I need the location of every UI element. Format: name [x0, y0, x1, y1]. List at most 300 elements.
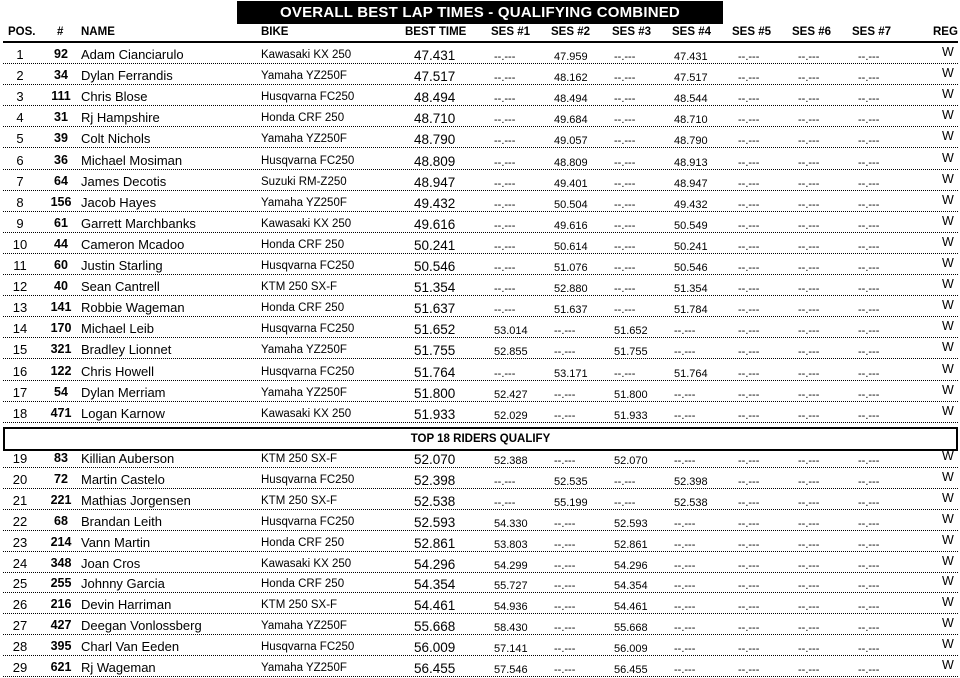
table-row — [0, 276, 960, 297]
ses5-cell: --.--- — [738, 240, 760, 253]
ses7-cell: --.--- — [858, 580, 880, 593]
ses6-cell: --.--- — [798, 114, 820, 127]
pos-cell: 10 — [12, 236, 28, 252]
ses5-cell: --.--- — [738, 325, 760, 338]
ses1-cell: --.--- — [494, 283, 516, 296]
reg-cell: W — [942, 490, 954, 505]
ses4-cell: 50.549 — [674, 219, 708, 232]
table-row — [0, 171, 960, 192]
best-time-cell: 55.668 — [414, 619, 456, 635]
reg-cell: W — [942, 511, 954, 526]
pos-cell: 25 — [12, 576, 28, 592]
ses3-cell: 51.800 — [614, 388, 648, 401]
ses6-cell: --.--- — [798, 51, 820, 63]
ses4-cell: --.--- — [674, 601, 696, 614]
ses4-cell: --.--- — [674, 580, 696, 593]
ses3-cell: 54.354 — [614, 580, 648, 593]
table-row — [0, 297, 960, 318]
ses6-cell: --.--- — [798, 664, 820, 676]
ses6-cell: --.--- — [798, 135, 820, 148]
ses5-cell: --.--- — [738, 51, 760, 63]
ses7-cell: --.--- — [858, 219, 880, 232]
ses2-cell: --.--- — [554, 409, 576, 422]
ses2-cell: --.--- — [554, 580, 576, 593]
best-time-cell: 56.009 — [414, 640, 456, 656]
table-header — [0, 26, 960, 42]
ses1-cell: 57.546 — [494, 664, 528, 676]
ses5-cell: --.--- — [738, 388, 760, 401]
pos-cell: 20 — [12, 471, 28, 487]
name-cell: Michael Leib — [81, 321, 154, 337]
name-cell: Rj Wageman — [81, 660, 156, 675]
ses3-cell: --.--- — [614, 93, 636, 106]
table-row — [0, 65, 960, 86]
pos-cell: 26 — [12, 597, 28, 613]
ses5-cell: --.--- — [738, 496, 760, 509]
number-cell: 64 — [54, 173, 68, 188]
ses1-cell: --.--- — [494, 51, 516, 63]
ses1-cell: 52.388 — [494, 455, 528, 467]
ses7-cell: --.--- — [858, 388, 880, 401]
table-row — [0, 361, 960, 382]
ses4-cell: --.--- — [674, 622, 696, 635]
bike-cell: Husqvarna FC250 — [261, 91, 355, 104]
col-header-ses7: SES #7 — [852, 26, 891, 38]
ses5-cell: --.--- — [738, 580, 760, 593]
ses3-cell: --.--- — [614, 135, 636, 148]
ses6-cell: --.--- — [798, 93, 820, 106]
ses7-cell: --.--- — [858, 559, 880, 572]
best-time-cell: 51.933 — [414, 406, 456, 422]
ses2-cell: --.--- — [554, 643, 576, 656]
ses1-cell: --.--- — [494, 72, 516, 85]
ses3-cell: --.--- — [614, 114, 636, 127]
ses6-cell: --.--- — [798, 304, 820, 317]
number-cell: 39 — [54, 131, 68, 146]
ses2-cell: 50.614 — [554, 240, 588, 253]
ses1-cell: --.--- — [494, 240, 516, 253]
pos-cell: 6 — [16, 152, 24, 168]
ses3-cell: --.--- — [614, 51, 636, 63]
pos-cell: 15 — [12, 342, 28, 358]
ses6-cell: --.--- — [798, 517, 820, 530]
ses6-cell: --.--- — [798, 601, 820, 614]
ses4-cell: --.--- — [674, 643, 696, 656]
name-cell: Killian Auberson — [81, 451, 175, 466]
ses5-cell: --.--- — [738, 622, 760, 635]
col-header-name: NAME — [81, 26, 115, 38]
ses1-cell: 53.014 — [494, 325, 528, 338]
best-time-cell: 52.398 — [414, 472, 456, 488]
pos-cell: 21 — [12, 492, 28, 508]
best-time-cell: 51.800 — [414, 385, 456, 401]
best-time-cell: 54.296 — [414, 556, 456, 572]
bike-cell: Yamaha YZ250F — [261, 344, 347, 357]
bike-cell: Kawasaki KX 250 — [261, 217, 352, 230]
row-divider — [3, 147, 958, 148]
ses2-cell: --.--- — [554, 388, 576, 401]
col-header-ses4: SES #4 — [672, 26, 711, 38]
ses7-cell: --.--- — [858, 177, 880, 190]
name-cell: Dylan Merriam — [81, 384, 166, 400]
bike-cell: Kawasaki KX 250 — [261, 407, 352, 420]
name-cell: Logan Karnow — [81, 405, 165, 421]
reg-cell: W — [942, 256, 954, 270]
ses5-cell: --.--- — [738, 409, 760, 422]
best-time-cell: 48.790 — [414, 132, 456, 148]
reg-cell: W — [942, 637, 954, 652]
pos-cell: 3 — [16, 89, 24, 105]
bike-cell: Yamaha YZ250F — [261, 133, 347, 146]
reg-cell: W — [942, 45, 954, 59]
ses7-cell: --.--- — [858, 346, 880, 359]
ses4-cell: --.--- — [674, 664, 696, 676]
ses7-cell: --.--- — [858, 325, 880, 338]
ses2-cell: 52.535 — [554, 475, 588, 488]
pos-cell: 7 — [16, 173, 24, 189]
ses7-cell: --.--- — [858, 240, 880, 253]
ses4-cell: --.--- — [674, 559, 696, 572]
name-cell: Robbie Wageman — [81, 300, 185, 316]
number-cell: 34 — [54, 68, 68, 83]
pos-cell: 18 — [12, 405, 28, 421]
ses2-cell: --.--- — [554, 325, 576, 338]
table-row — [0, 382, 960, 403]
ses7-cell: --.--- — [858, 496, 880, 509]
table-row — [0, 573, 960, 594]
ses4-cell: 52.398 — [674, 475, 708, 488]
name-cell: Chris Howell — [81, 363, 154, 379]
bike-cell: Kawasaki KX 250 — [261, 49, 352, 61]
ses2-cell: 49.684 — [554, 114, 588, 127]
ses1-cell: 54.936 — [494, 601, 528, 614]
table-row — [0, 403, 960, 424]
reg-cell: W — [942, 150, 954, 165]
ses7-cell: --.--- — [858, 198, 880, 211]
table-row — [0, 128, 960, 149]
name-cell: Rj Hampshire — [81, 110, 160, 126]
ses5-cell: --.--- — [738, 135, 760, 148]
bike-cell: Honda CRF 250 — [261, 302, 345, 315]
ses7-cell: --.--- — [858, 538, 880, 551]
number-cell: 83 — [54, 451, 68, 465]
ses3-cell: 56.455 — [614, 664, 648, 676]
ses6-cell: --.--- — [798, 198, 820, 211]
col-header-reg: REG — [933, 26, 958, 38]
ses2-cell: --.--- — [554, 664, 576, 676]
name-cell: Brandan Leith — [81, 513, 162, 529]
row-divider — [3, 253, 958, 254]
number-cell: 68 — [54, 513, 68, 528]
name-cell: Garrett Marchbanks — [81, 215, 196, 231]
number-cell: 156 — [50, 194, 72, 209]
col-header-best-time: BEST TIME — [405, 26, 467, 38]
col-header-ses6: SES #6 — [792, 26, 831, 38]
row-divider — [3, 592, 958, 593]
best-time-cell: 47.517 — [414, 69, 456, 85]
ses3-cell: 56.009 — [614, 643, 648, 656]
reg-cell: W — [942, 574, 954, 589]
bike-cell: Husqvarna FC250 — [261, 154, 355, 167]
ses2-cell: 51.076 — [554, 262, 588, 274]
best-time-cell: 50.546 — [414, 259, 456, 274]
ses6-cell: --.--- — [798, 240, 820, 253]
bike-cell: Honda CRF 250 — [261, 578, 345, 591]
ses4-cell: 51.784 — [674, 304, 708, 317]
col-header-bike: BIKE — [261, 26, 289, 38]
row-divider — [3, 84, 958, 85]
pos-cell: 27 — [12, 618, 28, 634]
pos-cell: 9 — [16, 215, 24, 231]
best-time-cell: 48.809 — [414, 153, 456, 169]
table-row — [0, 86, 960, 107]
row-divider — [3, 572, 958, 573]
bike-cell: Yamaha YZ250F — [261, 196, 347, 209]
pos-cell: 13 — [12, 300, 28, 316]
name-cell: Adam Cianciarulo — [81, 47, 184, 62]
row-divider — [3, 126, 958, 127]
ses7-cell: --.--- — [858, 51, 880, 63]
bike-cell: Husqvarna FC250 — [261, 515, 355, 528]
ses4-cell: 49.432 — [674, 198, 708, 211]
ses4-cell: --.--- — [674, 538, 696, 551]
ses4-cell: 52.538 — [674, 496, 708, 509]
ses3-cell: 52.070 — [614, 455, 648, 467]
ses1-cell: 52.029 — [494, 409, 528, 422]
row-divider — [3, 530, 958, 531]
ses7-cell: --.--- — [858, 517, 880, 530]
ses4-cell: --.--- — [674, 517, 696, 530]
ses6-cell: --.--- — [798, 455, 820, 467]
best-time-cell: 51.637 — [414, 301, 456, 317]
ses7-cell: --.--- — [858, 409, 880, 422]
row-divider — [3, 274, 958, 275]
row-divider — [3, 401, 958, 402]
row-divider — [3, 422, 958, 423]
table-row — [0, 553, 960, 574]
ses2-cell: --.--- — [554, 622, 576, 635]
pos-cell: 14 — [12, 321, 28, 337]
ses6-cell: --.--- — [798, 388, 820, 401]
row-divider — [3, 467, 958, 468]
number-cell: 214 — [50, 534, 72, 549]
number-cell: 255 — [50, 576, 72, 591]
table-row — [0, 234, 960, 255]
ses7-cell: --.--- — [858, 135, 880, 148]
ses1-cell: --.--- — [494, 156, 516, 169]
table-row — [0, 657, 960, 678]
name-cell: Cameron Mcadoo — [81, 236, 185, 252]
bike-cell: Husqvarna FC250 — [261, 260, 355, 272]
col-header-ses5: SES #5 — [732, 26, 771, 38]
ses1-cell: --.--- — [494, 93, 516, 106]
ses1-cell: 52.855 — [494, 346, 528, 359]
ses5-cell: --.--- — [738, 283, 760, 296]
table-row — [0, 192, 960, 213]
ses1-cell: --.--- — [494, 304, 516, 317]
reg-cell: W — [942, 108, 954, 123]
ses5-cell: --.--- — [738, 517, 760, 530]
best-time-cell: 52.070 — [414, 452, 456, 467]
ses6-cell: --.--- — [798, 219, 820, 232]
pos-cell: 24 — [12, 555, 28, 571]
ses3-cell: --.--- — [614, 262, 636, 274]
reg-cell: W — [942, 234, 954, 249]
ses1-cell: --.--- — [494, 135, 516, 148]
best-time-cell: 47.431 — [414, 48, 456, 63]
name-cell: Vann Martin — [81, 534, 151, 550]
ses6-cell: --.--- — [798, 367, 820, 380]
pos-cell: 16 — [12, 363, 28, 379]
row-divider — [3, 232, 958, 233]
ses3-cell: 52.861 — [614, 538, 648, 551]
bike-cell: Yamaha YZ250F — [261, 70, 347, 83]
col-header-ses2: SES #2 — [551, 26, 590, 38]
reg-cell: W — [942, 382, 954, 397]
table-row — [0, 448, 960, 469]
best-time-cell: 54.461 — [414, 598, 456, 614]
ses4-cell: 47.517 — [674, 72, 708, 85]
ses7-cell: --.--- — [858, 304, 880, 317]
number-cell: 221 — [50, 492, 72, 507]
row-divider — [3, 190, 958, 191]
reg-cell: W — [942, 449, 954, 463]
ses4-cell: 47.431 — [674, 51, 708, 63]
row-divider — [3, 211, 958, 212]
table-row — [0, 339, 960, 360]
name-cell: Chris Blose — [81, 89, 148, 105]
ses3-cell: --.--- — [614, 475, 636, 488]
ses5-cell: --.--- — [738, 367, 760, 380]
bike-cell: Husqvarna FC250 — [261, 641, 355, 654]
bike-cell: Kawasaki KX 250 — [261, 557, 352, 570]
reg-cell: W — [942, 658, 954, 672]
reg-cell: W — [942, 129, 954, 144]
ses2-cell: --.--- — [554, 601, 576, 614]
best-time-cell: 50.241 — [414, 237, 456, 253]
ses2-cell: --.--- — [554, 455, 576, 467]
bike-cell: KTM 250 SX-F — [261, 453, 338, 465]
table-row — [0, 44, 960, 65]
ses5-cell: --.--- — [738, 538, 760, 551]
bike-cell: Yamaha YZ250F — [261, 620, 347, 633]
name-cell: Deegan Vonlossberg — [81, 618, 202, 634]
ses6-cell: --.--- — [798, 538, 820, 551]
name-cell: James Decotis — [81, 173, 167, 189]
table-row — [0, 213, 960, 234]
row-divider — [3, 488, 958, 489]
name-cell: Charl Van Eeden — [81, 639, 180, 655]
pos-cell: 22 — [12, 513, 28, 529]
ses1-cell: --.--- — [494, 475, 516, 488]
table-row — [0, 318, 960, 339]
page-title: OVERALL BEST LAP TIMES - QUALIFYING COMBINED — [237, 1, 723, 24]
ses6-cell: --.--- — [798, 622, 820, 635]
ses1-cell: --.--- — [494, 262, 516, 274]
ses3-cell: 51.652 — [614, 325, 648, 338]
ses3-cell: --.--- — [614, 177, 636, 190]
ses2-cell: 49.057 — [554, 135, 588, 148]
ses5-cell: --.--- — [738, 156, 760, 169]
ses6-cell: --.--- — [798, 475, 820, 488]
number-cell: 44 — [54, 236, 68, 251]
table-row — [0, 594, 960, 615]
ses6-cell: --.--- — [798, 409, 820, 422]
ses2-cell: 48.162 — [554, 72, 588, 85]
reg-cell: W — [942, 277, 954, 292]
number-cell: 61 — [54, 215, 68, 230]
table-row — [0, 636, 960, 657]
ses4-cell: 48.947 — [674, 177, 708, 190]
table-row — [0, 615, 960, 636]
bike-cell: Husqvarna FC250 — [261, 323, 355, 336]
ses1-cell: 52.427 — [494, 388, 528, 401]
reg-cell: W — [942, 213, 954, 228]
ses6-cell: --.--- — [798, 156, 820, 169]
best-time-cell: 51.354 — [414, 280, 456, 296]
reg-cell: W — [942, 469, 954, 484]
pos-cell: 8 — [16, 194, 24, 210]
ses6-cell: --.--- — [798, 325, 820, 338]
row-divider — [3, 169, 958, 170]
number-cell: 36 — [54, 152, 68, 167]
ses2-cell: 47.959 — [554, 51, 588, 63]
ses3-cell: 54.296 — [614, 559, 648, 572]
reg-cell: W — [942, 340, 954, 355]
ses3-cell: --.--- — [614, 283, 636, 296]
ses7-cell: --.--- — [858, 643, 880, 656]
ses7-cell: --.--- — [858, 156, 880, 169]
ses1-cell: 57.141 — [494, 643, 528, 656]
row-divider — [3, 316, 958, 317]
best-time-cell: 52.861 — [414, 535, 456, 551]
pos-cell: 19 — [12, 451, 28, 466]
ses5-cell: --.--- — [738, 219, 760, 232]
row-divider — [3, 509, 958, 510]
ses1-cell: 55.727 — [494, 580, 528, 593]
ses3-cell: --.--- — [614, 198, 636, 211]
pos-cell: 5 — [16, 131, 24, 147]
ses6-cell: --.--- — [798, 496, 820, 509]
name-cell: Mathias Jorgensen — [81, 492, 191, 508]
best-time-cell: 56.455 — [414, 661, 456, 676]
bike-cell: Honda CRF 250 — [261, 112, 345, 125]
ses3-cell: --.--- — [614, 496, 636, 509]
best-time-cell: 49.432 — [414, 195, 456, 211]
ses6-cell: --.--- — [798, 580, 820, 593]
table-row — [0, 255, 960, 276]
ses6-cell: --.--- — [798, 262, 820, 274]
pos-cell: 12 — [12, 279, 28, 295]
ses1-cell: --.--- — [494, 198, 516, 211]
reg-cell: W — [942, 616, 954, 631]
ses5-cell: --.--- — [738, 455, 760, 467]
col-header-ses3: SES #3 — [612, 26, 651, 38]
bike-cell: KTM 250 SX-F — [261, 494, 338, 507]
table-row — [0, 532, 960, 553]
ses1-cell: 58.430 — [494, 622, 528, 635]
pos-cell: 2 — [16, 68, 24, 84]
bike-cell: Husqvarna FC250 — [261, 365, 355, 378]
ses6-cell: --.--- — [798, 72, 820, 85]
ses7-cell: --.--- — [858, 262, 880, 274]
name-cell: Jacob Hayes — [81, 194, 157, 210]
number-cell: 141 — [50, 300, 72, 315]
ses5-cell: --.--- — [738, 664, 760, 676]
ses3-cell: --.--- — [614, 219, 636, 232]
reg-cell: W — [942, 171, 954, 186]
ses4-cell: --.--- — [674, 409, 696, 422]
